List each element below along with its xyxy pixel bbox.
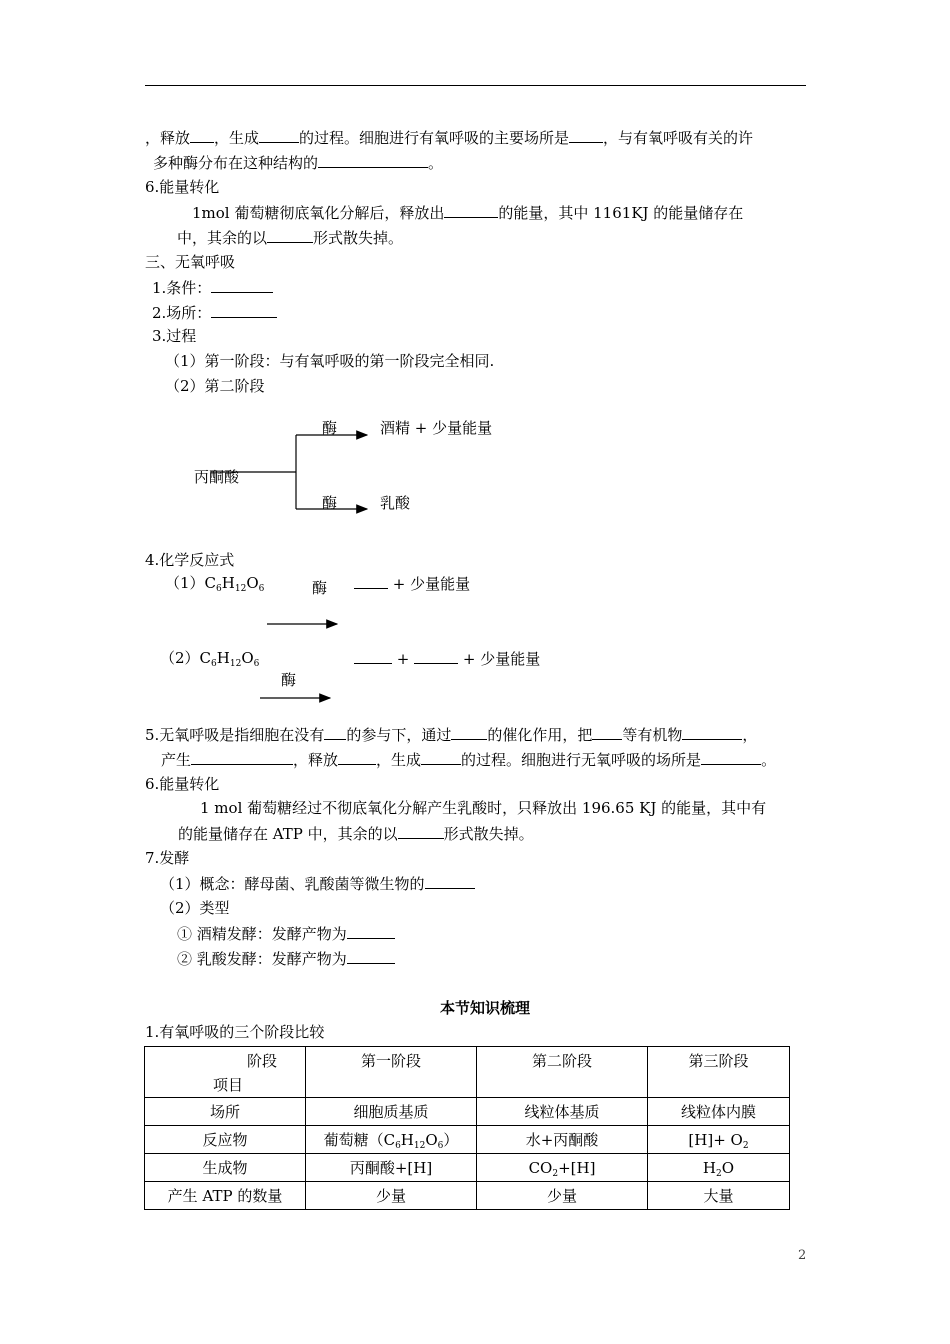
row-label: 产生 ATP 的数量	[145, 1182, 306, 1210]
fermentation-types: （2）类型	[160, 899, 230, 917]
pyruvate-label: 丙酮酸	[194, 468, 240, 486]
blank[interactable]	[425, 873, 475, 889]
blank[interactable]	[414, 648, 458, 664]
eq2-enzyme: 酶	[281, 671, 297, 689]
table-row	[145, 1182, 790, 1210]
eq1-enzyme: 酶	[312, 579, 328, 597]
blank[interactable]	[592, 724, 622, 740]
energy1-line1: 1mol 葡萄糖彻底氧化分解后，释放出 的能量，其中 1161KJ 的能量储存在	[192, 204, 744, 222]
blank[interactable]	[324, 724, 346, 740]
eq2-reactant: $(2)C_6H_{12}O_6$	[160, 649, 260, 669]
stage2-line: （2）第二阶段	[165, 377, 265, 395]
equations-heading: 4.化学反应式	[145, 551, 235, 569]
alcohol-fermentation: ① 酒精发酵：发酵产物为	[177, 923, 395, 944]
table-cell: $H_2O$	[648, 1154, 790, 1182]
row-label: 场所	[145, 1098, 306, 1126]
table-cell: 细胞质基质	[306, 1098, 477, 1126]
enzyme-label-top: 酶	[322, 419, 338, 437]
summary-title: 本节知识梳理	[440, 999, 531, 1017]
header-stage-label: 阶段	[246, 1052, 277, 1070]
table-cell: $CO_2+[H]$	[477, 1154, 648, 1182]
energy2-line2: 的能量储存在 ATP 中，其余的以 形式散失掉。	[178, 825, 534, 843]
anaerobic-heading: 三、无氧呼吸	[145, 253, 236, 271]
blank[interactable]	[682, 724, 742, 740]
energy2-line1: 1 mol 葡萄糖经过不彻底氧化分解产生乳酸时，只释放出 196.65 KJ 的能量，其中有	[200, 799, 767, 817]
summary-subtitle: 1.有氧呼吸的三个阶段比较	[145, 1023, 325, 1041]
fermentation-concept: （1）概念：酵母菌、乳酸菌等微生物的	[160, 873, 475, 894]
blank[interactable]	[701, 749, 761, 765]
eq2-products: + + 少量能量	[354, 648, 540, 669]
aerobic-end-line2: 多种酶分布在这种结构的 。	[153, 154, 444, 172]
blank[interactable]	[347, 948, 395, 964]
blank[interactable]	[398, 823, 444, 839]
table-header-row	[145, 1047, 790, 1098]
enzyme-label-bottom: 酶	[322, 494, 338, 512]
site-line: 2.场所：	[152, 302, 277, 323]
aerobic-end-line1: ，释放 ，生成 的过程。细胞进行有氧呼吸的主要场所是 ，与有氧呼吸有关的许	[145, 129, 754, 147]
table-cell: 丙酮酸+[H]	[306, 1154, 477, 1182]
energy2-heading: 6.能量转化	[145, 775, 220, 793]
fermentation-heading: 7.发酵	[145, 849, 190, 867]
table-cell: 线粒体基质	[477, 1098, 648, 1126]
comparison-table	[144, 1046, 790, 1210]
blank[interactable]	[338, 749, 376, 765]
table-row	[145, 1126, 790, 1154]
table-cell: 大量	[648, 1182, 790, 1210]
table-row	[145, 1154, 790, 1182]
header-item-label: 项目	[213, 1076, 244, 1094]
blank[interactable]	[347, 923, 395, 939]
definition-line2: 产生 ，释放 ，生成 的过程。细胞进行无氧呼吸的场所是 。	[161, 751, 777, 769]
table-cell: 少量	[477, 1182, 648, 1210]
row-label: 反应物	[145, 1126, 306, 1154]
table-corner-cell	[145, 1047, 306, 1098]
table-cell: 水+丙酮酸	[477, 1126, 648, 1154]
blank[interactable]	[421, 749, 461, 765]
table-cell: $[H]+ O_2$	[648, 1126, 790, 1154]
process-heading: 3.过程	[152, 327, 197, 345]
lactic-fermentation: ② 乳酸发酵：发酵产物为	[177, 948, 395, 969]
table-cell: 线粒体内膜	[648, 1098, 790, 1126]
table-row	[145, 1098, 790, 1126]
column-header: 第一阶段	[306, 1047, 477, 1098]
column-header: 第三阶段	[648, 1047, 790, 1098]
blank[interactable]	[451, 724, 487, 740]
table-cell: 少量	[306, 1182, 477, 1210]
eq1-reactant: $(1)C_6H_{12}O_6$	[165, 574, 265, 594]
eq1-products: + 少量能量	[354, 573, 470, 594]
energy1-line2: 中，其余的以 形式散失掉。	[177, 229, 404, 247]
alcohol-product: 酒精 + 少量能量	[380, 419, 493, 437]
definition-line1: 5.无氧呼吸是指细胞在没有 的参与下，通过 的催化作用，把 等有机物 ，	[145, 726, 758, 744]
table-cell: 葡萄糖$(C_6H_{12}O_6)$	[306, 1126, 477, 1154]
lactic-product: 乳酸	[380, 494, 411, 512]
stage1-line: （1）第一阶段：与有氧呼吸的第一阶段完全相同.	[165, 352, 495, 370]
row-label: 生成物	[145, 1154, 306, 1182]
blank[interactable]	[354, 573, 388, 589]
page-number: 2	[798, 1248, 807, 1263]
column-header: 第二阶段	[477, 1047, 648, 1098]
blank[interactable]	[354, 648, 392, 664]
energy1-heading: 6.能量转化	[145, 178, 220, 196]
condition-line: 1.条件：	[152, 277, 273, 298]
blank[interactable]	[191, 749, 293, 765]
